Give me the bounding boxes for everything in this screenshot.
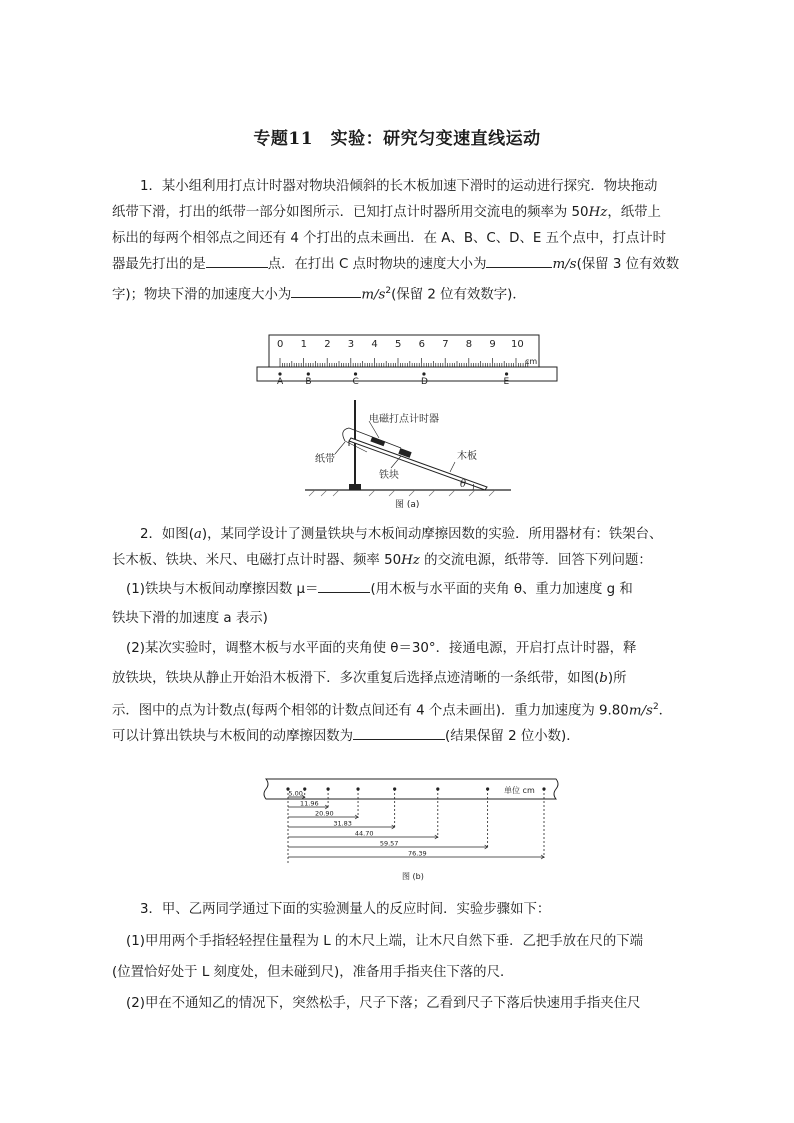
ruler-number: 5 bbox=[395, 339, 402, 350]
figure-b-caption: 图 (b) bbox=[402, 872, 424, 881]
ruler-number: 9 bbox=[489, 339, 496, 350]
ruler-number: 1 bbox=[300, 339, 307, 350]
tape-point-dot bbox=[422, 372, 425, 375]
distance-label: 11.96 bbox=[300, 799, 319, 808]
page-title: 专题11 实验：研究匀变速直线运动 bbox=[253, 129, 541, 149]
question-2 bbox=[112, 522, 684, 752]
ground-hatch bbox=[309, 490, 495, 496]
wooden-board bbox=[349, 438, 487, 490]
ruler-number: 2 bbox=[324, 339, 331, 350]
q2-line: 放铁块，铁块从静止开始沿木板滑下．多次重复后选择点迹清晰的一条纸带，如图(b)所 bbox=[112, 671, 627, 686]
q3-line: (位置恰好处于 L 刻度处，但未碰到尺)，准备用手指夹住下落的尺． bbox=[112, 965, 514, 980]
distance-label: 5.00 bbox=[288, 789, 303, 798]
answer-blank[interactable] bbox=[318, 578, 370, 593]
q2-line: 可以计算出铁块与木板间的动摩擦因数为 (结果保留 2 位小数)． bbox=[112, 722, 684, 752]
distance-label: 59.57 bbox=[379, 839, 399, 848]
tape-point-label: C bbox=[352, 377, 359, 387]
q3-line: (1)甲用两个手指轻轻捏住量程为 L 的木尺上端，让木尺自然下垂．乙把手放在尺的下端 bbox=[126, 934, 644, 949]
q2-line: 长木板、铁块、米尺、电磁打点计时器、频率 50Hz 的交流电源，纸带等．回答下列问题： bbox=[112, 553, 652, 568]
tape-point-dot bbox=[354, 372, 357, 375]
q2-line: 示．图中的点为计数点(每两个相邻的计数点间还有 4 个点未画出)．重力加速度为 $9.80m/s^2$． bbox=[112, 702, 673, 719]
answer-blank[interactable] bbox=[291, 283, 361, 298]
ruler-unit: cm bbox=[525, 357, 538, 366]
ruler-number: 10 bbox=[511, 339, 524, 350]
ruler-number: 8 bbox=[465, 339, 473, 350]
tape-point-dot bbox=[307, 372, 310, 375]
question-3 bbox=[112, 894, 684, 1020]
distance-label: 31.83 bbox=[333, 819, 352, 828]
q2-line: 铁块下滑的加速度 a 表示) bbox=[112, 611, 268, 626]
distance-label: 76.39 bbox=[408, 849, 427, 858]
timer-label: 电磁打点计时器 bbox=[369, 414, 439, 425]
tape-point-label: E bbox=[503, 377, 510, 387]
q1-line: 1．某小组利用打点计时器对物块沿倾斜的长木板加速下滑时的运动进行探究．物块拖动 bbox=[140, 179, 658, 194]
incline-figure bbox=[305, 396, 515, 512]
angle-label: θ bbox=[460, 479, 467, 490]
ruler-number: 0 bbox=[277, 339, 284, 350]
ruler-number: 7 bbox=[442, 339, 449, 350]
block-label: 铁块 bbox=[379, 470, 399, 481]
answer-blank[interactable] bbox=[206, 253, 268, 268]
tape-point-dot bbox=[505, 372, 508, 375]
question-1 bbox=[112, 174, 684, 308]
answer-blank[interactable] bbox=[486, 253, 552, 268]
ruler-number: 3 bbox=[347, 339, 355, 350]
tape-figure-b bbox=[258, 775, 564, 885]
answer-blank[interactable] bbox=[353, 725, 445, 740]
q2-line: 2．如图(a)，某同学设计了测量铁块与木板间动摩擦因数的实验．所用器材有：铁架台、 bbox=[140, 527, 663, 542]
tape-point-label: B bbox=[305, 377, 312, 387]
tape-label: 纸带 bbox=[315, 454, 335, 465]
ruler-number: 6 bbox=[418, 339, 425, 350]
tape-point-label: D bbox=[420, 377, 428, 387]
stand-base bbox=[349, 484, 361, 490]
q1-line: 纸带下滑，打出的纸带一部分如图所示．已知打点计时器所用交流电的频率为 50Hz，纸带上 bbox=[112, 205, 661, 220]
ruler-number: 4 bbox=[371, 339, 378, 350]
q2-line: (1)铁块与木板间动摩擦因数 μ＝ (用木板与水平面的夹角 θ、重力加速度 g 和 bbox=[112, 574, 684, 606]
tape-point-dot bbox=[278, 372, 281, 375]
tape-point-label: A bbox=[277, 377, 284, 387]
board-label: 木板 bbox=[457, 451, 477, 462]
q1-line: 标出的每两个相邻点之间还有 4 个打出的点未画出．在 A、B、C、D、E 五个点中，打点计时 bbox=[112, 231, 667, 246]
ruler-tape-figure bbox=[255, 333, 561, 389]
q2-line: (2)某次实验时，调整木板与水平面的夹角使 θ＝30°．接通电源，开启打点计时器，释 bbox=[126, 641, 637, 656]
q1-line: 字)；物块下滑的加速度大小为 $m/s^2$(保留 2 位有效数字)． bbox=[112, 278, 684, 308]
q3-line: (2)甲在不通知乙的情况下，突然松手，尺子下落；乙看到尺子下落后快速用手指夹住尺 bbox=[126, 996, 641, 1011]
tape-unit-label: 单位 cm bbox=[504, 786, 535, 795]
distance-label: 44.70 bbox=[354, 829, 374, 838]
q1-line: 器最先打出的是 点．在打出 C 点时物块的速度大小为 m/s(保留 3 位有效数 bbox=[112, 252, 684, 278]
distance-label: 20.90 bbox=[315, 809, 334, 818]
figure-a-caption: 图 (a) bbox=[395, 500, 420, 510]
q3-line: 3．甲、乙两同学通过下面的实验测量人的反应时间．实验步骤如下： bbox=[140, 902, 551, 917]
